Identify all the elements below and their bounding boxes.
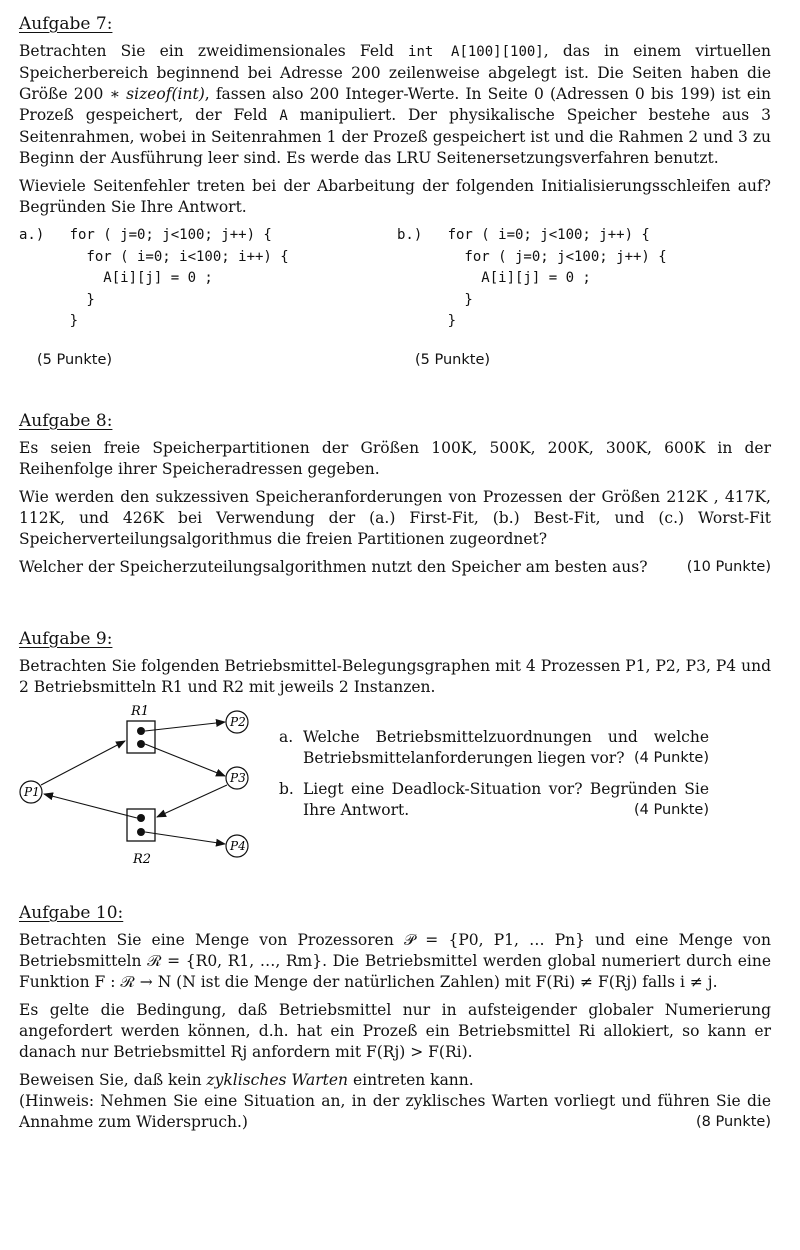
exam-sheet — [19, 14, 771, 1140]
task-9-intro: Betrachten Sie folgenden Betriebsmittel-Belegungsgraphen mit 4 Prozessen P1, P2, P3, P4 und 2 Betriebsmitteln R1 und R2 mit jeweils 2 Instanzen. — [19, 657, 771, 696]
task-10 — [19, 903, 771, 1140]
code-listings — [19, 225, 771, 373]
task-10-proof-text-a: Beweisen Sie, daß kein — [19, 1071, 207, 1089]
code-a: a.) for ( j=0; j<100; j++) { for ( i=0; i<100; i++) { A[i][j] = 0 ; } } — [19, 227, 289, 329]
task-10-condition: Es gelte die Bedingung, daß Betriebsmittel nur in aufsteigender globaler Numerierung angefordert werden können, d.h. hat ein Prozeß ein Betriebsmittel Ri allokiert, so kann er danach nur Betriebsmittel Rj anfordern mit F(Rj) > F(Ri). — [19, 1001, 771, 1061]
question-a-text: Welche Betriebsmittelzuordnungen und welche Betriebsmittelanforderungen liegen vor? — [303, 728, 709, 767]
process-p2 — [226, 711, 248, 733]
code-b: b.) for ( i=0; j<100; j++) { for ( j=0; j<100; j++) { A[i][j] = 0 ; } } — [397, 227, 667, 329]
edge-r2-to-p1 — [44, 794, 137, 818]
task-10-proof-request — [19, 1070, 771, 1091]
question-b-text: Liegt eine Deadlock-Situation vor? Begründen Sie Ihre Antwort. — [303, 780, 709, 819]
task-7-title: Aufgabe 7: — [19, 14, 113, 34]
task-8 — [19, 411, 771, 585]
p4-label: P4 — [230, 839, 246, 853]
r2-label: R2 — [133, 852, 152, 865]
task-8-question: Wie werden den sukzessiven Speicheranforderungen von Prozessen der Größen 212K , 417K, 112K, und 426K bei Verwendung der (a.) First-Fit, (b.) Best-Fit, und (c.) Worst-Fit Speicherverteilungsalgorithmus die freien Partitionen zugeordnet? — [19, 488, 771, 548]
task-10-points: (8 Punkte) — [695, 1114, 771, 1130]
edge-r1-to-p2 — [145, 722, 225, 731]
resource-allocation-graph — [19, 705, 269, 865]
edge-r2-to-p4 — [145, 832, 225, 844]
task-8-title: Aufgabe 8: — [19, 411, 113, 431]
task-9-questions — [279, 727, 709, 831]
task-7 — [19, 14, 771, 373]
task-8-followup — [19, 557, 771, 578]
task-9 — [19, 629, 771, 865]
task-9-question-b — [279, 779, 709, 821]
task-10-intro: Betrachten Sie eine Menge von Prozessoren 𝒫 = {P0, P1, … Pn} und eine Menge von Betriebsmitteln ℛ = {R0, R1, …, Rm}. Die Betriebsmittel werden global numeriert durch eine Funktion F : ℛ → N (N ist die Menge der natürlichen Zahlen) mit F(Ri) ≠ F(Rj) falls i ≠ j. — [19, 931, 771, 991]
code-listing-a — [19, 225, 289, 333]
task-10-hint-text: (Hinweis: Nehmen Sie eine Situation an, in der zyklisches Warten vorliegt und führen Sie die Annahme zum Widerspruch.) — [19, 1092, 771, 1131]
task-10-proof-text-b: eintreten kann. — [348, 1071, 474, 1089]
p3-label: P3 — [230, 771, 246, 785]
process-p4 — [226, 835, 248, 857]
task-7b-points: (5 Punkte) — [415, 352, 491, 368]
task-9-question-a — [279, 727, 709, 769]
p2-label: P2 — [230, 715, 246, 729]
task-7-intro-part-d: manipuliert. Der physikalische Speicher bestehe aus 3 Seitenrahmen, wobei in Seitenrahmen 1 der Prozeß gespeichert ist und die Rahmen 2 und 3 zu Beginn der Ausführung leer sind. Es werde das LRU Seitenersetzungsverfahren benutzt. — [19, 106, 771, 167]
task-7-intro-part-a: Betrachten Sie ein zweidimensionales Feld — [19, 42, 409, 60]
question-a-label: a. — [279, 728, 294, 746]
array-declaration: int A[100][100] — [408, 44, 544, 60]
r1-instance-1 — [137, 727, 145, 735]
r2-instance-1 — [137, 814, 145, 822]
task-8-intro: Es seien freie Speicherpartitionen der Größen 100K, 500K, 200K, 300K, 600K in der Reihenfolge ihrer Speicheradressen gegeben. — [19, 439, 771, 478]
task-10-hint — [19, 1091, 771, 1133]
process-p3 — [226, 767, 248, 789]
sizeof-int: sizeof(int) — [126, 85, 205, 103]
code-listing-b — [397, 225, 667, 333]
edge-r1-to-p3 — [145, 744, 225, 776]
p1-label: P1 — [24, 785, 40, 799]
task-7a-points: (5 Punkte) — [37, 352, 113, 368]
resource-r2 — [127, 809, 155, 865]
task-10-title: Aufgabe 10: — [19, 903, 124, 923]
r2-instance-2 — [137, 828, 145, 836]
task-9-body — [19, 705, 771, 865]
task-7-intro-part-c: , fassen also 200 Integer-Werte. In Seite 0 (Adressen 0 bis 199) ist ein Prozeß gespeichert, der Feld — [19, 85, 771, 124]
array-name: A — [279, 108, 288, 124]
cyclic-waiting-term: zyklisches Warten — [206, 1071, 349, 1089]
edge-p1-to-r1 — [41, 741, 125, 785]
r1-instance-2 — [137, 740, 145, 748]
r1-label: R1 — [131, 705, 150, 719]
question-b-label: b. — [279, 780, 294, 798]
task-7-intro-part-b: , das in einem virtuellen Speicherbereich beginnend bei Adresse 200 zeilenweise abgelegt ist. Die Seiten haben die Größe 200 ∗ — [19, 42, 771, 103]
question-a-points: (4 Punkte) — [633, 750, 709, 766]
task-8-points: (10 Punkte) — [686, 559, 771, 575]
edge-p3-to-r2 — [157, 785, 227, 817]
task-8-followup-text: Welcher der Speicherzuteilungsalgorithmen nutzt den Speicher am besten aus? — [19, 558, 648, 576]
question-b-points: (4 Punkte) — [633, 802, 709, 818]
process-p1 — [20, 781, 42, 803]
task-7-question: Wieviele Seitenfehler treten bei der Abarbeitung der folgenden Initialisierungsschleifen auf? Begründen Sie Ihre Antwort. — [19, 177, 771, 216]
task-9-title: Aufgabe 9: — [19, 629, 113, 649]
task-7-intro — [19, 41, 771, 169]
